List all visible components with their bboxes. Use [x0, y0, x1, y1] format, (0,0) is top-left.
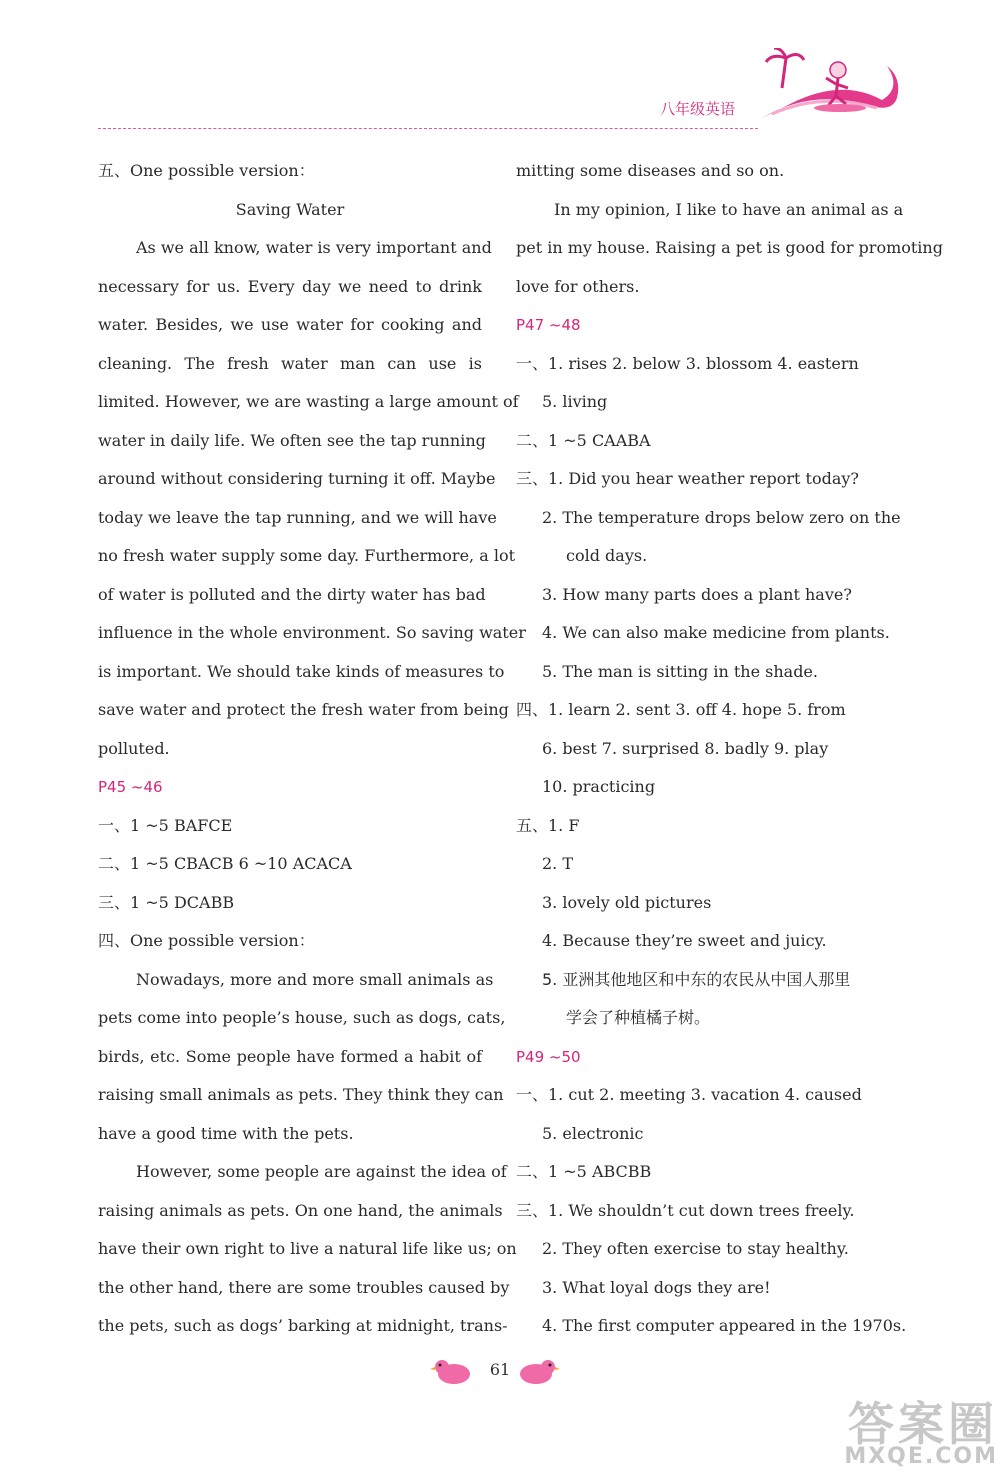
right-text-line: cold days.	[566, 546, 648, 565]
right-text-line: 三、1. We shouldn’t cut down trees freely.	[516, 1200, 855, 1220]
page-number: 61	[489, 1360, 511, 1379]
right-text-line: 4. We can also make medicine from plants.	[542, 623, 890, 642]
right-text-line: 2. T	[542, 854, 574, 873]
right-text-line: 3. How many parts does a plant have?	[542, 584, 852, 604]
left-text-line: 二、1 ~5 CBACB 6 ~10 ACACA	[98, 854, 352, 873]
left-text-line: necessary for us. Every day we need to drink	[98, 276, 482, 296]
surfer-illustration-icon	[752, 48, 902, 128]
right-text-line: 3. lovely old pictures	[542, 892, 712, 912]
right-text-line: 四、1. learn 2. sent 3. off 4. hope 5. from	[516, 700, 846, 719]
left-text-line: limited. However, we are wasting a large amount of	[98, 392, 519, 411]
left-text-line: raising animals as pets. On one hand, the animals	[98, 1200, 503, 1220]
left-text-line: have a good time with the pets.	[98, 1123, 354, 1143]
right-text-line: 二、1 ~5 ABCBB	[516, 1162, 652, 1181]
right-text-line: 10. practicing	[542, 777, 656, 796]
watermark-logo	[808, 1388, 998, 1474]
left-text-line: 五、One possible version：	[98, 161, 315, 180]
watermark-url: MXQE.COM	[844, 1444, 998, 1469]
right-text-line: 5. The man is sitting in the shade.	[542, 661, 818, 681]
right-text-line: 一、1. rises 2. below 3. blossom 4. eastern	[516, 353, 859, 373]
right-text-line: 5. living	[542, 392, 608, 411]
header-divider	[98, 128, 758, 129]
right-text-line: 3. What loyal dogs they are!	[542, 1277, 771, 1297]
right-text-line: 5. electronic	[542, 1123, 644, 1143]
left-text-line: Nowadays, more and more small animals as	[136, 969, 494, 989]
right-text-line: love for others.	[516, 276, 640, 296]
right-text-line: In my opinion, I like to have an animal as a	[554, 199, 904, 219]
right-text-line: 一、1. cut 2. meeting 3. vacation 4. caused	[516, 1085, 862, 1104]
left-text-line: As we all know, water is very important and	[136, 238, 492, 257]
left-text-line: 四、One possible version：	[98, 931, 315, 950]
left-text-line: P45 ~46	[98, 778, 163, 796]
right-text-line: 4. The first computer appeared in the 1970s.	[542, 1316, 907, 1335]
left-text-line: Saving Water	[235, 199, 345, 219]
right-text-line: P47 ~48	[516, 316, 581, 334]
book-title-label: 八年级英语	[660, 100, 736, 118]
right-text-line: mitting some diseases and so on.	[516, 161, 785, 180]
left-text-line: raising small animals as pets. They think they can	[98, 1085, 504, 1104]
left-text-line: However, some people are against the idea of	[136, 1162, 507, 1181]
watermark-text: 答案圈	[848, 1397, 998, 1451]
right-text-line: 2. The temperature drops below zero on the	[542, 507, 901, 527]
left-text-line: polluted.	[98, 738, 170, 758]
left-text-line: water in daily life. We often see the tap running	[98, 430, 486, 450]
left-text-line: birds, etc. Some people have formed a habit of	[98, 1046, 482, 1066]
right-text-line: 6. best 7. surprised 8. badly 9. play	[542, 738, 829, 758]
right-answer-column	[516, 154, 943, 1348]
right-text-line: 2. They often exercise to stay healthy.	[542, 1239, 849, 1258]
left-text-line: 三、1 ~5 DCABB	[98, 892, 235, 912]
left-text-line: save water and protect the fresh water from being	[98, 700, 509, 719]
left-text-line: have their own right to live a natural life like us; on	[98, 1239, 517, 1258]
right-text-line: pet in my house. Raising a pet is good for promoting	[516, 238, 943, 257]
right-text-line: 五、1. F	[516, 815, 580, 835]
right-text-line: 三、1. Did you hear weather report today?	[516, 469, 859, 488]
left-text-line: is important. We should take kinds of measures to	[98, 661, 505, 681]
left-text-line: water. Besides, we use water for cooking and	[98, 315, 482, 334]
left-text-line: today we leave the tap running, and we will have	[98, 507, 497, 527]
bird-right-icon	[518, 1356, 560, 1386]
left-text-line: around without considering turning it off. Maybe	[98, 469, 496, 488]
left-text-line: influence in the whole environment. So saving water	[98, 623, 526, 642]
left-text-line: the other hand, there are some troubles caused by	[98, 1277, 510, 1297]
left-text-line: cleaning. The fresh water man can use is	[98, 353, 482, 373]
left-text-line: 一、1 ~5 BAFCE	[98, 815, 233, 835]
right-text-line: 二、1 ~5 CAABA	[516, 430, 651, 450]
left-text-line: the pets, such as dogs’ barking at midnight, trans-	[98, 1316, 508, 1335]
right-text-line: 学会了种植橘子树。	[566, 1008, 711, 1027]
left-text-line: of water is polluted and the dirty water has bad	[98, 584, 486, 604]
left-answer-column	[98, 154, 526, 1348]
right-text-line: 4. Because they’re sweet and juicy.	[542, 931, 827, 950]
left-text-line: no fresh water supply some day. Furthermore, a lot	[98, 546, 516, 565]
right-text-line: 5. 亚洲其他地区和中东的农民从中国人那里	[542, 969, 851, 989]
right-text-line: P49 ~50	[516, 1047, 581, 1066]
left-text-line: pets come into people’s house, such as dogs, cats,	[98, 1008, 506, 1027]
